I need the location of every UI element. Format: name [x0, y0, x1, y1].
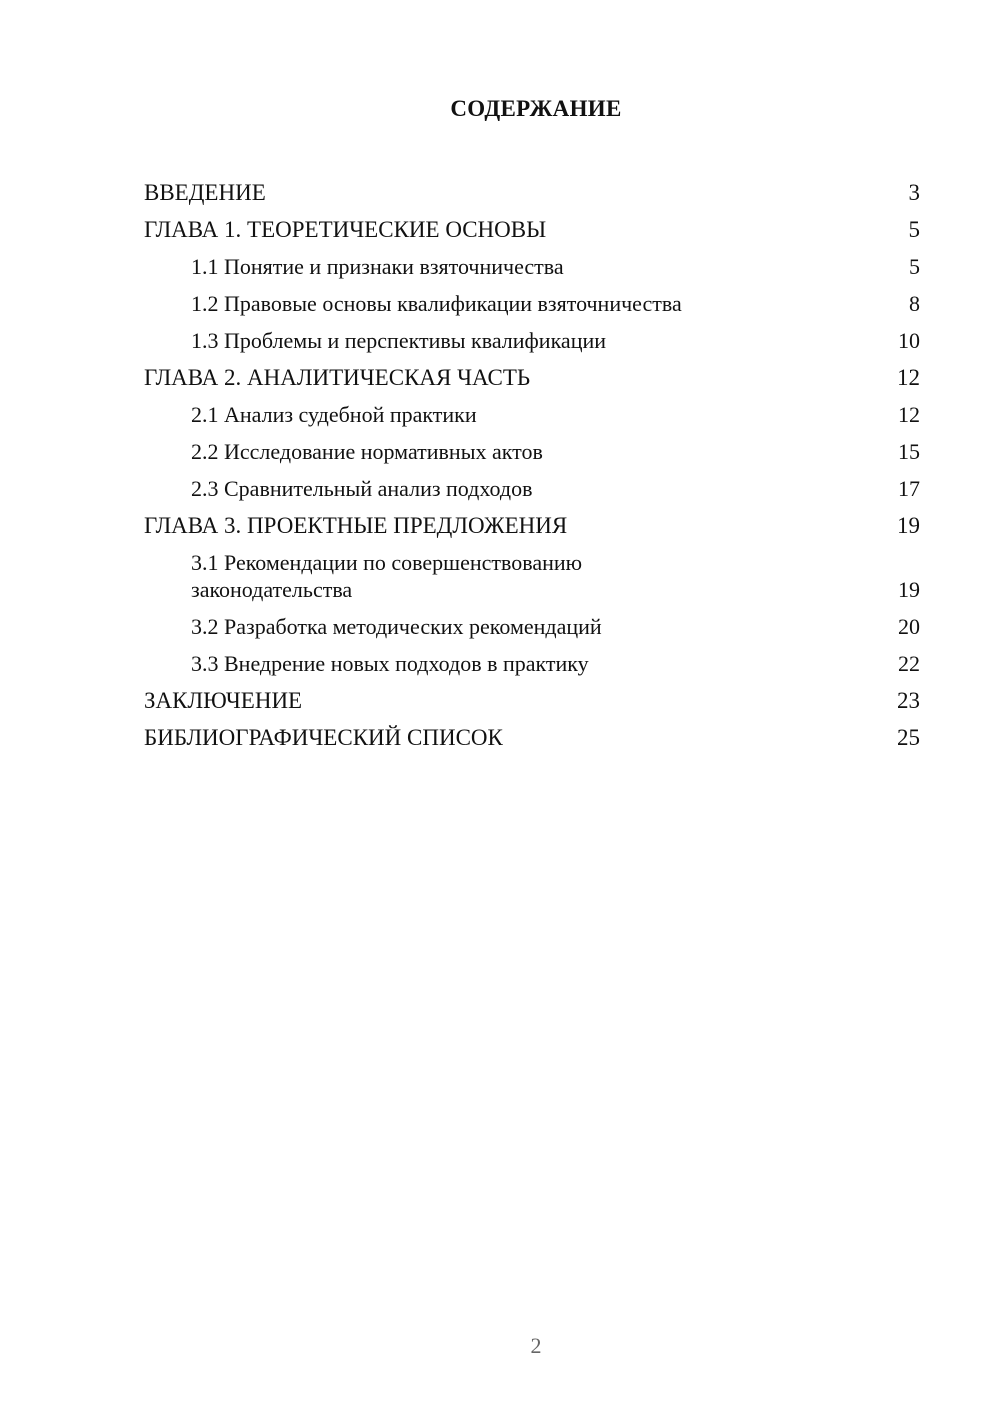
toc-subentry-page: 17	[898, 476, 920, 501]
toc-entry-page: 12	[897, 365, 920, 390]
toc-entry[interactable]	[144, 714, 920, 751]
toc-subentry[interactable]	[144, 465, 920, 502]
toc-subentry-title: 3.3 Внедрение новых подходов в практику	[191, 651, 589, 676]
table-of-contents	[144, 169, 920, 751]
toc-subentry-title: 3.2 Разработка методических рекомендаций	[191, 614, 602, 639]
toc-subentry-title: 1.1 Понятие и признаки взяточничества	[191, 254, 564, 279]
toc-entry-title: ГЛАВА 3. ПРОЕКТНЫЕ ПРЕДЛОЖЕНИЯ	[144, 513, 568, 538]
toc-subentry[interactable]	[144, 539, 920, 603]
toc-subentry-page: 10	[898, 328, 920, 353]
toc-entry[interactable]	[144, 354, 920, 391]
toc-subentry-page: 19	[898, 577, 920, 602]
toc-subentry-page: 22	[898, 651, 920, 676]
toc-subentry-page: 12	[898, 402, 920, 427]
toc-entry-page: 19	[897, 513, 920, 538]
toc-subentry[interactable]	[144, 640, 920, 677]
toc-subentry-title: 2.3 Сравнительный анализ подходов	[191, 476, 533, 501]
toc-subentry[interactable]	[144, 428, 920, 465]
toc-subentry-title: 1.3 Проблемы и перспективы квалификации	[191, 328, 607, 353]
page-title: СОДЕРЖАНИЕ	[450, 96, 622, 121]
toc-subentry[interactable]	[144, 391, 920, 428]
toc-entry-title: ЗАКЛЮЧЕНИЕ	[144, 688, 303, 713]
page-number: 2	[530, 1333, 542, 1358]
toc-subentry-page: 5	[909, 254, 920, 279]
toc-entry-title: ГЛАВА 1. ТЕОРЕТИЧЕСКИЕ ОСНОВЫ	[144, 217, 547, 242]
toc-entry-page: 23	[897, 688, 920, 713]
toc-subentry-page: 15	[898, 439, 920, 464]
toc-subentry-title: 3.1 Рекомендации по совершенствованию законодательства	[191, 550, 583, 602]
toc-entry[interactable]	[144, 169, 920, 206]
toc-subentry-title: 2.1 Анализ судебной практики	[191, 402, 477, 427]
toc-entry-title: ГЛАВА 2. АНАЛИТИЧЕСКАЯ ЧАСТЬ	[144, 365, 531, 390]
toc-entry-title: БИБЛИОГРАФИЧЕСКИЙ СПИСОК	[144, 725, 503, 750]
toc-subentry-page: 8	[909, 291, 920, 316]
toc-entry[interactable]	[144, 502, 920, 539]
toc-subentry[interactable]	[144, 280, 920, 317]
toc-subentry[interactable]	[144, 603, 920, 640]
toc-subentry-title: 2.2 Исследование нормативных актов	[191, 439, 543, 464]
toc-entry-page: 5	[908, 217, 920, 242]
toc-entry[interactable]	[144, 677, 920, 714]
toc-subentry-page: 20	[898, 614, 920, 639]
toc-subentry[interactable]	[144, 317, 920, 354]
toc-entry-page: 3	[908, 180, 920, 205]
toc-subentry[interactable]	[144, 243, 920, 280]
toc-entry-page: 25	[897, 725, 920, 750]
toc-subentry-title: 1.2 Правовые основы квалификации взяточничества	[191, 291, 682, 316]
toc-entry[interactable]	[144, 206, 920, 243]
toc-entry-title: ВВЕДЕНИЕ	[144, 180, 266, 205]
